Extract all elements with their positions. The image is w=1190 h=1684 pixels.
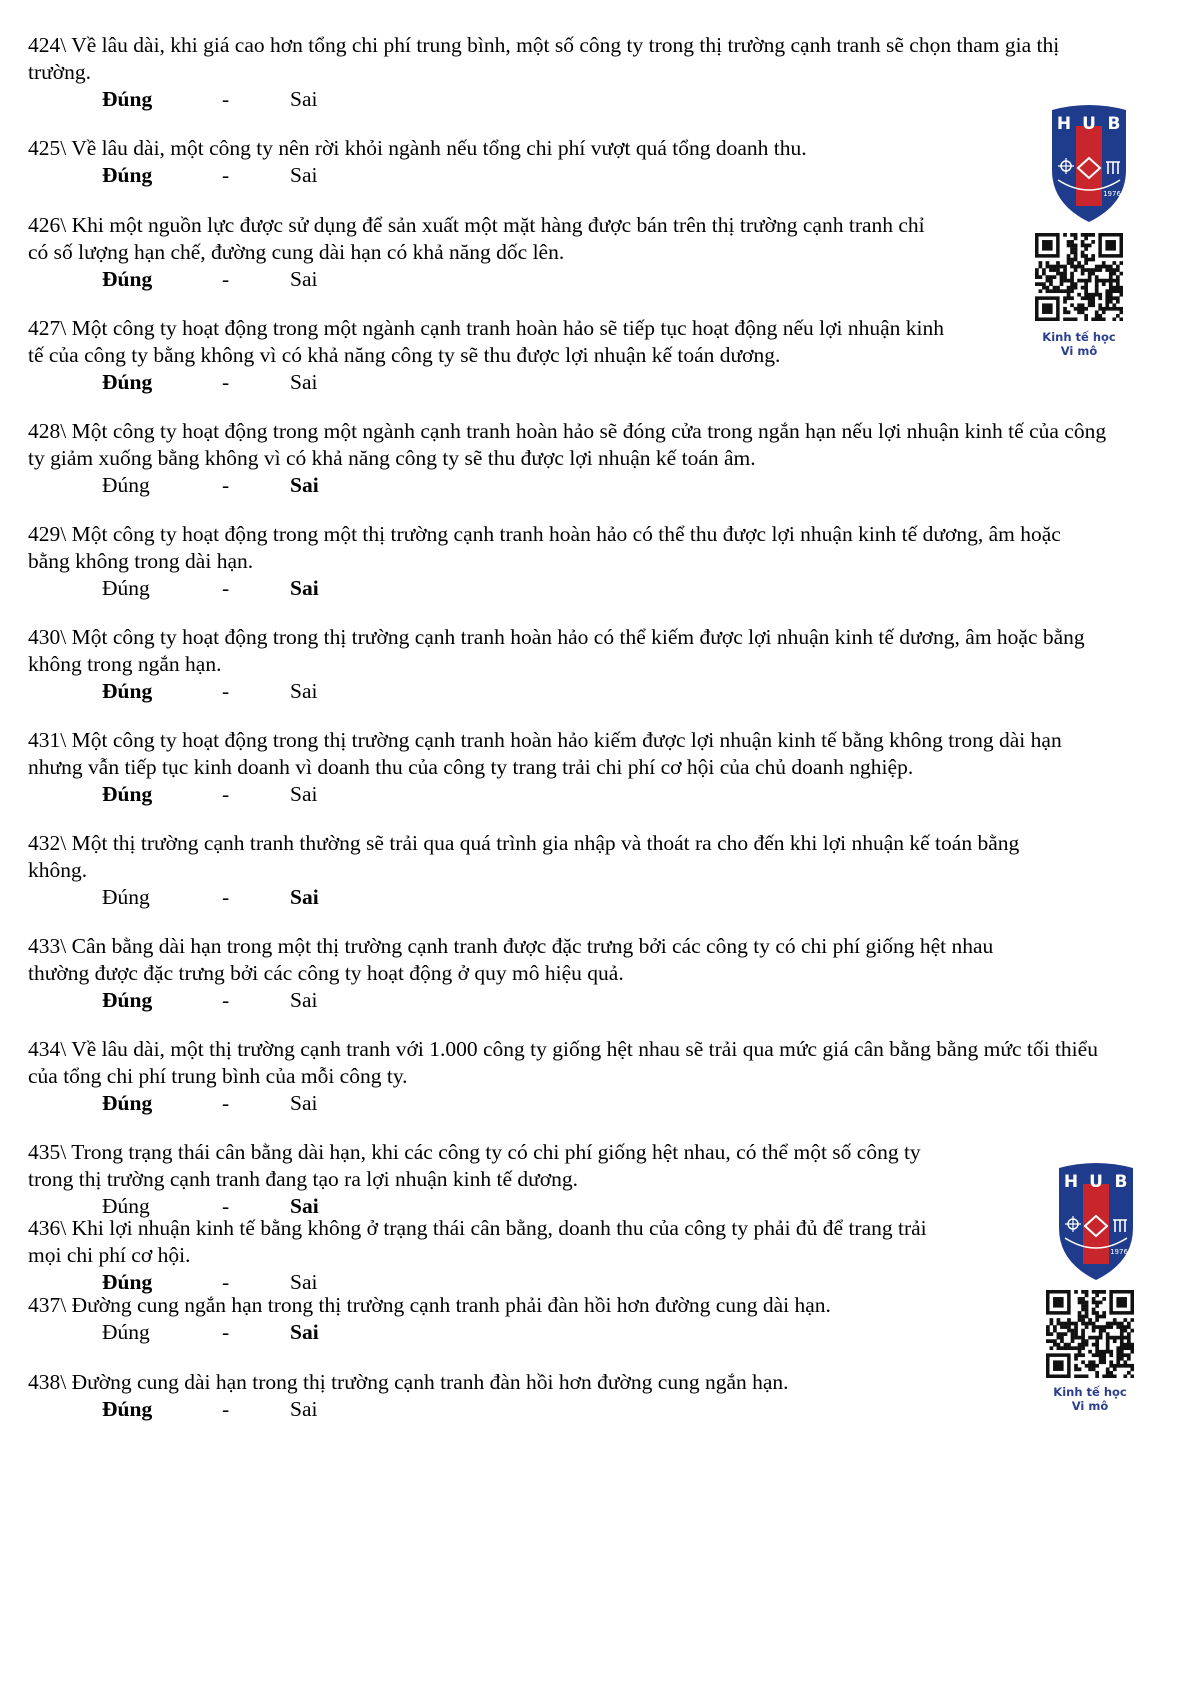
logo-year: 1976 xyxy=(1110,1248,1128,1256)
answer-separator: - xyxy=(222,1320,230,1344)
question-text: 432\ Một thị trường cạnh tranh thường sẽ trải qua quá trình gia nhập và thoát ra cho đến khi lợi nhuận kế toán bằng không. xyxy=(28,831,1020,882)
answer-true: Đúng xyxy=(102,1091,153,1115)
question-432 xyxy=(28,830,1073,911)
question-425 xyxy=(28,135,948,189)
answer-row xyxy=(28,884,1073,911)
answer-false: Sai xyxy=(290,885,319,909)
answer-separator: - xyxy=(222,1397,230,1421)
hub-shield-icon xyxy=(1055,1162,1137,1282)
qr-caption-line1: Kinh tế học xyxy=(1053,1385,1127,1399)
answer-row xyxy=(28,86,1078,113)
answer-true: Đúng xyxy=(102,679,153,703)
answer-false: Sai xyxy=(290,87,318,111)
question-424 xyxy=(28,32,1078,113)
answer-row xyxy=(28,266,943,293)
answer-row xyxy=(28,1396,948,1423)
answer-row xyxy=(28,472,1108,499)
answer-row xyxy=(28,369,948,396)
answer-true: Đúng xyxy=(102,1397,153,1421)
question-text: 435\ Trong trạng thái cân bằng dài hạn, khi các công ty có chi phí giống hệt nhau, có thể một số công ty trong thị trường cạnh tranh đang tạo ra lợi nhuận kinh tế dương. xyxy=(28,1140,921,1191)
question-428 xyxy=(28,418,1108,499)
logo-year: 1976 xyxy=(1103,190,1121,198)
answer-true: Đúng xyxy=(102,163,153,187)
question-text: 438\ Đường cung dài hạn trong thị trường cạnh tranh đàn hồi hơn đường cung ngắn hạn. xyxy=(28,1370,789,1394)
question-text: 436\ Khi lợi nhuận kinh tế bằng không ở trạng thái cân bằng, doanh thu của công ty phải đủ để trang trải mọi chi phí cơ hội. xyxy=(28,1216,927,1267)
answer-separator: - xyxy=(222,885,230,909)
qr-caption-line1: Kinh tế học xyxy=(1042,330,1116,344)
qr-code-icon xyxy=(1046,1290,1134,1378)
question-437 xyxy=(28,1292,948,1346)
answer-separator: - xyxy=(222,1270,230,1294)
question-text: 425\ Về lâu dài, một công ty nên rời khỏi ngành nếu tổng chi phí vượt quá tổng doanh thu. xyxy=(28,136,807,160)
answer-true: Đúng xyxy=(102,87,153,111)
question-text: 434\ Về lâu dài, một thị trường cạnh tranh với 1.000 công ty giống hệt nhau sẽ trải qua mức giá cân bằng bằng mức tối thiểu của tổng chi phí trung bình của mỗi công ty. xyxy=(28,1037,1098,1088)
logo-letter: B xyxy=(1107,114,1121,134)
answer-false: Sai xyxy=(290,370,318,394)
answer-separator: - xyxy=(222,1194,230,1218)
logo-letter: B xyxy=(1114,1172,1128,1192)
logo-letter: U xyxy=(1089,1172,1103,1192)
qr-caption xyxy=(1024,330,1134,358)
hub-logo xyxy=(1055,1162,1137,1282)
question-text: 431\ Một công ty hoạt động trong thị trường cạnh tranh hoàn hảo kiếm được lợi nhuận kinh tế bằng không trong dài hạn nhưng vẫn tiếp tục kinh doanh vì doanh thu của công ty trang trải chi phí cơ hội của chủ doanh nghiệp. xyxy=(28,728,1062,779)
answer-true: Đúng xyxy=(102,782,153,806)
answer-true: Đúng xyxy=(102,267,153,291)
answer-true: Đúng xyxy=(102,1270,153,1294)
answer-false: Sai xyxy=(290,163,318,187)
question-text: 426\ Khi một nguồn lực được sử dụng để sản xuất một mặt hàng được bán trên thị trường cạnh tranh chỉ có số lượng hạn chế, đường cung dài hạn có khả năng dốc lên. xyxy=(28,213,925,264)
answer-row xyxy=(28,575,1078,602)
answer-row xyxy=(28,1319,948,1346)
answer-separator: - xyxy=(222,576,230,600)
logo-letter: H xyxy=(1056,114,1072,134)
question-text: 429\ Một công ty hoạt động trong một thị trường cạnh tranh hoàn hảo có thể thu được lợi nhuận kinh tế dương, âm hoặc bằng không trong dài hạn. xyxy=(28,522,1061,573)
answer-false: Sai xyxy=(290,1194,319,1218)
question-text: 428\ Một công ty hoạt động trong một ngành cạnh tranh hoàn hảo sẽ đóng cửa trong ngắn hạn nếu lợi nhuận kinh tế của công ty giảm xuống bằng không vì có khả năng công ty sẽ thu được lợi nhuận kế toán âm. xyxy=(28,419,1107,470)
question-text: 424\ Về lâu dài, khi giá cao hơn tổng chi phí trung bình, một số công ty trong thị trường cạnh tranh sẽ chọn tham gia thị trường. xyxy=(28,33,1060,84)
question-text: 433\ Cân bằng dài hạn trong một thị trường cạnh tranh được đặc trưng bởi các công ty có chi phí giống hệt nhau thường được đặc trưng bởi các công ty hoạt động ở quy mô hiệu quả. xyxy=(28,934,994,985)
answer-row xyxy=(28,1090,1103,1117)
qr-code-icon xyxy=(1035,233,1123,321)
answer-row xyxy=(28,162,948,189)
answer-separator: - xyxy=(222,1091,230,1115)
answer-true: Đúng xyxy=(102,988,153,1012)
question-427 xyxy=(28,315,948,396)
answer-true: Đúng xyxy=(102,370,153,394)
answer-false: Sai xyxy=(290,1397,318,1421)
answer-separator: - xyxy=(222,473,230,497)
hub-logo xyxy=(1048,104,1130,224)
answer-false: Sai xyxy=(290,1091,318,1115)
question-433 xyxy=(28,933,1048,1014)
answer-false: Sai xyxy=(290,267,318,291)
hub-shield-icon xyxy=(1048,104,1130,224)
answer-false: Sai xyxy=(290,1270,318,1294)
question-434 xyxy=(28,1036,1103,1117)
answer-row xyxy=(28,678,1093,705)
question-429 xyxy=(28,521,1078,602)
logo-letter: U xyxy=(1082,114,1096,134)
question-text: 427\ Một công ty hoạt động trong một ngành cạnh tranh hoàn hảo sẽ tiếp tục hoạt động nếu lợi nhuận kinh tế của công ty bằng không vì có khả năng công ty sẽ thu được lợi nhuận kế toán dương. xyxy=(28,316,944,367)
answer-row xyxy=(28,987,1048,1014)
answer-false: Sai xyxy=(290,473,319,497)
logo-letter: H xyxy=(1063,1172,1079,1192)
answer-separator: - xyxy=(222,782,230,806)
qr-caption-line2: Vi mô xyxy=(1071,1399,1109,1413)
answer-true: Đúng xyxy=(102,1194,150,1218)
question-431 xyxy=(28,727,1083,808)
answer-separator: - xyxy=(222,988,230,1012)
question-438 xyxy=(28,1369,948,1423)
answer-false: Sai xyxy=(290,988,318,1012)
qr-code xyxy=(1035,233,1123,327)
answer-true: Đúng xyxy=(102,473,150,497)
answer-true: Đúng xyxy=(102,1320,150,1344)
question-430 xyxy=(28,624,1093,705)
qr-caption xyxy=(1035,1385,1145,1413)
answer-row xyxy=(28,781,1083,808)
question-text: 430\ Một công ty hoạt động trong thị trường cạnh tranh hoàn hảo có thể kiếm được lợi nhuận kinh tế dương, âm hoặc bằng không trong ngắn hạn. xyxy=(28,625,1085,676)
answer-separator: - xyxy=(222,370,230,394)
answer-true: Đúng xyxy=(102,885,150,909)
answer-true: Đúng xyxy=(102,576,150,600)
question-436 xyxy=(28,1215,943,1296)
qr-code xyxy=(1046,1290,1134,1384)
answer-false: Sai xyxy=(290,576,319,600)
answer-false: Sai xyxy=(290,1320,319,1344)
question-435 xyxy=(28,1139,943,1220)
answer-false: Sai xyxy=(290,782,318,806)
answer-false: Sai xyxy=(290,679,318,703)
question-text: 437\ Đường cung ngắn hạn trong thị trường cạnh tranh phải đàn hồi hơn đường cung dài hạn. xyxy=(28,1293,831,1317)
answer-separator: - xyxy=(222,267,230,291)
question-426 xyxy=(28,212,943,293)
answer-separator: - xyxy=(222,163,230,187)
answer-separator: - xyxy=(222,679,230,703)
qr-caption-line2: Vi mô xyxy=(1060,344,1098,358)
answer-separator: - xyxy=(222,87,230,111)
